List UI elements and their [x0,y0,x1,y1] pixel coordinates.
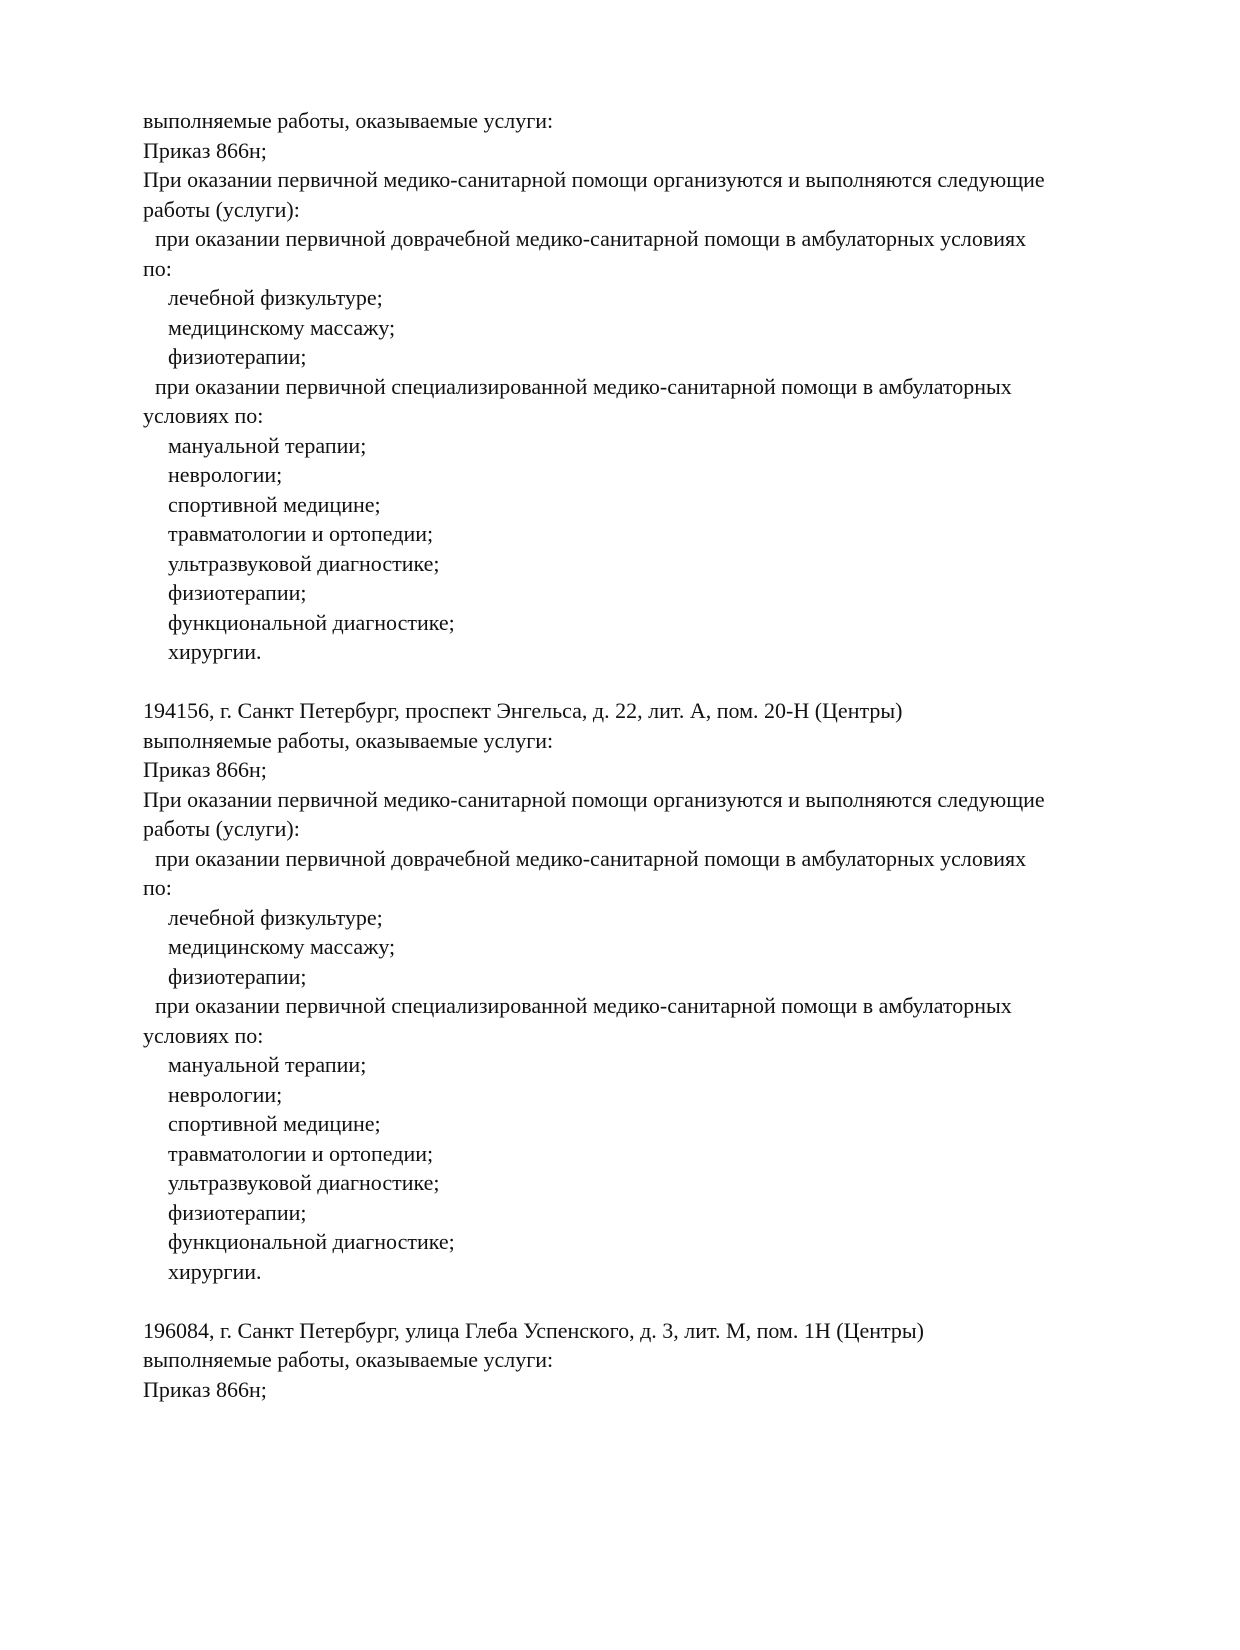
works-label: выполняемые работы, оказываемые услуги: [143,727,554,753]
specialized-item: травматологии и ортопедии; [168,521,434,546]
order-ref: Приказ 866н; [143,757,267,782]
specialized-item: неврологии; [168,1081,283,1107]
specialized-item: хирургии. [168,639,262,664]
address-heading: 194156, г. Санкт Петербург, проспект Энгельса, д. 22, лит. А, пом. 20-Н (Центры) [143,698,903,723]
specialized-care-heading: при оказании первичной специализированной медико-санитарной помощи в амбулаторных [155,993,1012,1018]
specialized-item: спортивной медицине; [168,491,381,517]
specialized-item: неврологии; [168,462,283,487]
prehospital-care-heading: при оказании первичной доврачебной медико-санитарной помощи в амбулаторных условиях [155,845,1027,871]
document-page [143,106,1143,1404]
works-label: выполняемые работы, оказываемые услуги: [143,1347,554,1372]
address-heading: 196084, г. Санкт Петербург, улица Глеба Успенского, д. 3, лит. М, пом. 1Н (Центры) [143,1317,924,1343]
prehospital-item: лечебной физкультуре; [168,904,383,930]
specialized-care-heading: условиях по: [143,1022,264,1048]
specialized-item: мануальной терапии; [168,432,367,458]
specialized-item: мануальной терапии; [168,1052,367,1077]
prehospital-care-heading: по: [143,875,172,900]
specialized-care-heading: при оказании первичной специализированной медико-санитарной помощи в амбулаторных [155,373,1012,399]
specialized-item: ультразвуковой диагностике; [168,550,440,576]
prehospital-item: физиотерапии; [168,963,307,989]
specialized-item: физиотерапии; [168,580,307,605]
pmsp-intro-line: работы (услуги): [143,816,300,841]
specialized-item: физиотерапии; [168,1199,307,1225]
prehospital-care-heading: при оказании первичной доврачебной медико-санитарной помощи в амбулаторных условиях [155,226,1027,251]
prehospital-item: физиотерапии; [168,344,307,369]
paragraph-gap [143,1286,1143,1316]
specialized-item: ультразвуковой диагностике; [168,1170,440,1195]
prehospital-item: медицинскому массажу; [168,934,396,959]
specialized-item: функциональной диагностике; [168,1229,455,1254]
prehospital-care-heading: по: [143,255,172,281]
specialized-item: травматологии и ортопедии; [168,1140,434,1166]
order-ref: Приказ 866н; [143,137,267,163]
works-label: выполняемые работы, оказываемые услуги: [143,108,554,133]
specialized-item: функциональной диагностике; [168,609,455,635]
pmsp-intro-line: При оказании первичной медико-санитарной помощи организуются и выполняются следующие [143,167,1045,192]
pmsp-intro-line: работы (услуги): [143,196,300,222]
prehospital-item: лечебной физкультуре; [168,285,383,310]
prehospital-item: медицинскому массажу; [168,314,396,340]
paragraph-gap [143,667,1143,697]
pmsp-intro-line: При оказании первичной медико-санитарной помощи организуются и выполняются следующие [143,786,1045,812]
specialized-care-heading: условиях по: [143,403,264,428]
specialized-item: спортивной медицине; [168,1111,381,1136]
order-ref: Приказ 866н; [143,1376,267,1402]
specialized-item: хирургии. [168,1258,262,1284]
